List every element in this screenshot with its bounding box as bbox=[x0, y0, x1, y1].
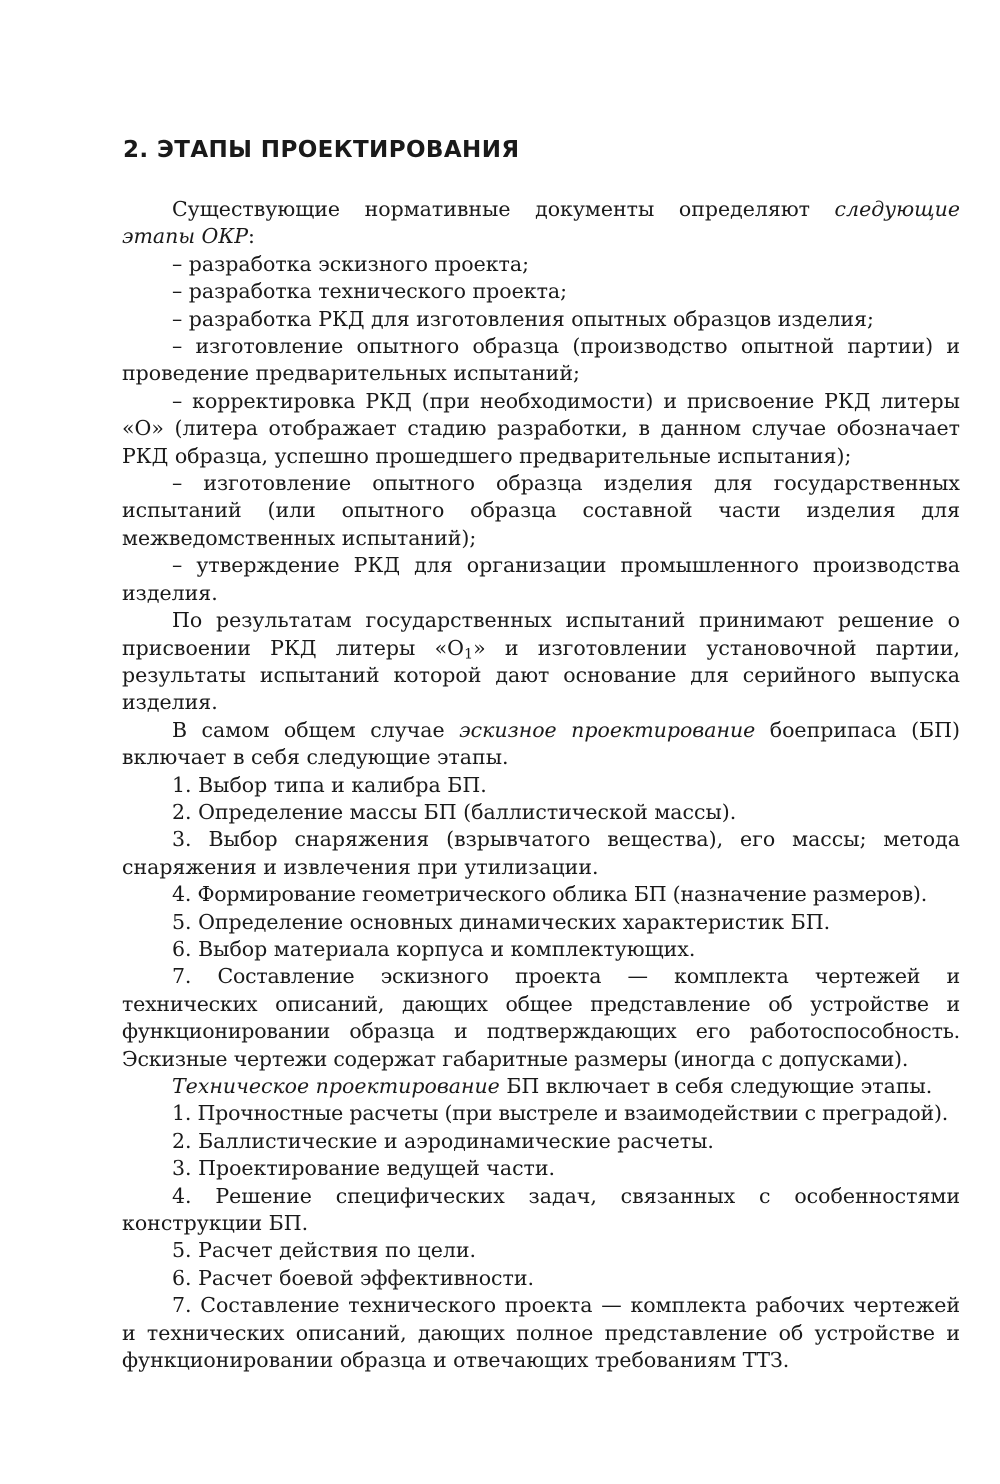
list-item: – корректировка РКД (при необходимости) и присвоение РКД литеры «О» (литера отображает стадию разработки, в данном случае обозначает РКД образца, успешно прошедшего предварительные испытания); bbox=[122, 388, 960, 468]
body-text bbox=[122, 196, 960, 1374]
list-item: – разработка РКД для изготовления опытных образцов изделия; bbox=[172, 306, 874, 331]
list-item: 6. Выбор материала корпуса и комплектующих. bbox=[172, 936, 696, 961]
sketch-emphasis: эскизное проектирование bbox=[459, 717, 756, 742]
list-item: 5. Определение основных динамических характеристик БП. bbox=[172, 909, 831, 934]
section-heading: 2. ЭТАПЫ ПРОЕКТИРОВАНИЯ bbox=[123, 137, 520, 163]
list-item: 4. Формирование геометрического облика БП (назначение размеров). bbox=[172, 882, 928, 907]
state-tests-paragraph: По результатам государственных испытаний принимают решение о присвоении РКД литеры «$О_1$» и изготовлении установочной партии, результаты испытаний которой дают основание для серийного выпуска изделия. bbox=[122, 608, 960, 715]
list-item: – разработка эскизного проекта; bbox=[172, 251, 529, 276]
intro-emphasis: следующие этапы ОКР bbox=[122, 197, 960, 249]
sketch-intro-paragraph: В самом общем случае эскизное проектирование боеприпаса (БП) включает в себя следующие этапы. bbox=[122, 717, 961, 770]
list-item: – утверждение РКД для организации промышленного производства изделия. bbox=[122, 553, 960, 605]
list-item: 4. Решение специфических задач, связанных с особенностями конструкции БП. bbox=[122, 1183, 960, 1236]
list-item: – разработка технического проекта; bbox=[172, 279, 568, 304]
litera-subscript: 1 bbox=[463, 646, 474, 663]
list-item: 1. Выбор типа и калибра БП. bbox=[172, 772, 487, 797]
tech-emphasis: Техническое проектирование bbox=[172, 1074, 500, 1098]
list-item: 7. Составление технического проекта — комплекта рабочих чертежей и технических описаний, дающих полное представление об устройстве и функционировании образца и отвечающих требованиям ТТЗ. bbox=[122, 1293, 960, 1373]
list-item: 5. Расчет действия по цели. bbox=[172, 1238, 477, 1263]
list-item: 6. Расчет боевой эффективности. bbox=[172, 1265, 535, 1290]
list-item: 3. Выбор снаряжения (взрывчатого вещества), его массы; метода снаряжения и извлечения при утилизации. bbox=[122, 827, 960, 879]
list-item: 3. Проектирование ведущей части. bbox=[172, 1156, 556, 1181]
intro-paragraph: Существующие нормативные документы определяют следующие этапы ОКР: bbox=[122, 197, 960, 249]
tech-intro-paragraph: Техническое проектирование БП включает в себя следующие этапы. bbox=[172, 1074, 933, 1098]
list-item: 2. Определение массы БП (баллистической массы). bbox=[172, 799, 737, 824]
list-item: – изготовление опытного образца изделия для государственных испытаний (или опытного образца составной части изделия для межведомственных испытаний); bbox=[122, 471, 960, 550]
list-item: 2. Баллистические и аэродинамические расчеты. bbox=[172, 1128, 714, 1153]
list-item: – изготовление опытного образца (производство опытной партии) и проведение предварительных испытаний; bbox=[122, 334, 960, 386]
list-item: 1. Прочностные расчеты (при выстреле и взаимодействии с преградой). bbox=[172, 1101, 949, 1126]
list-item: 7. Составление эскизного проекта — комплекта чертежей и технических описаний, дающих общее представление об устройстве и функционировании образца и подтверждающих его работоспособность. Эскизные чертежи содержат габаритные размеры (иногда с допусками). bbox=[122, 964, 960, 1071]
